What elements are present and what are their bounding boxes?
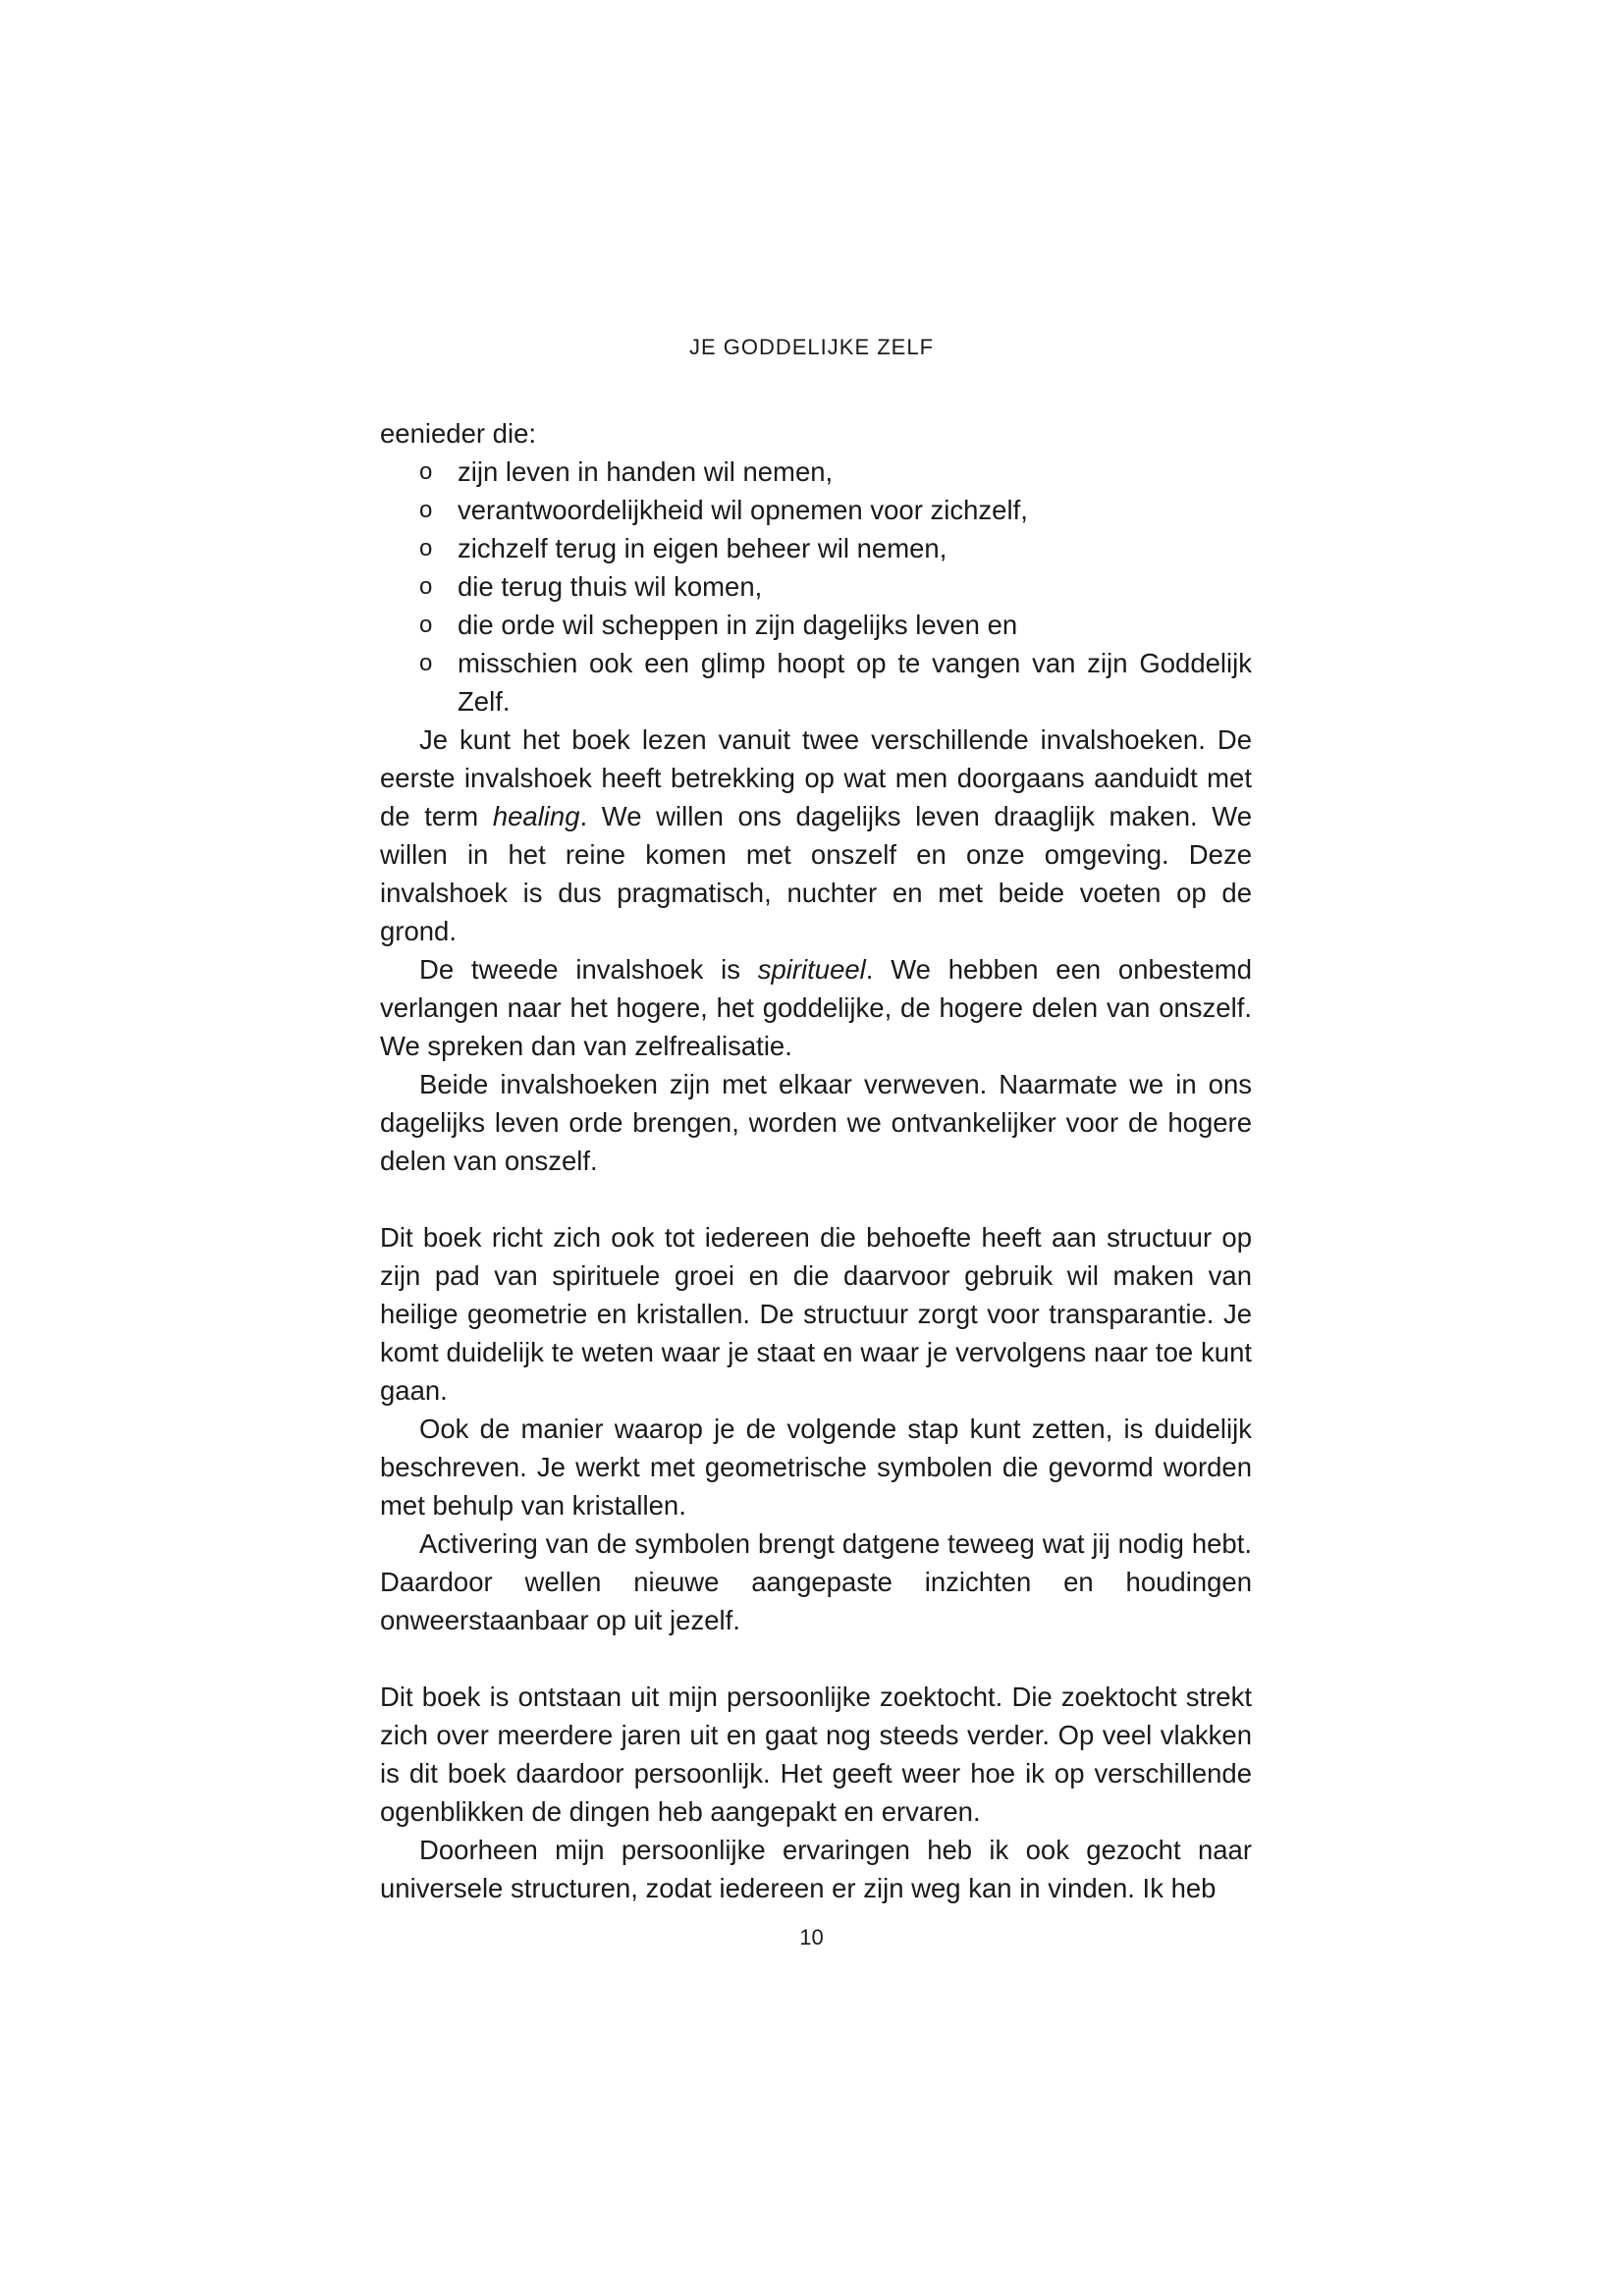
circle-bullet-icon: o	[419, 535, 433, 561]
paragraph-text: . We willen ons dagelijks leven draaglijk maken. We willen in het reine komen met onszelf en onze omgeving. Deze invalshoek is dus pragmatisch, nuchter en met beide voeten op de grond.	[380, 801, 1252, 946]
list-item-text: die terug thuis wil komen,	[458, 571, 763, 602]
paragraph-universal: Doorheen mijn persoonlijke ervaringen heb ik ook gezocht naar universele structuren, zodat iedereen er zijn weg kan in vinden. Ik heb	[380, 1835, 1252, 1903]
list-item	[380, 644, 1252, 721]
body-text	[380, 414, 1252, 1907]
running-header: JE GODDELIJKE ZELF	[688, 335, 935, 359]
circle-bullet-icon: o	[419, 650, 433, 676]
paragraph-next-step: Ook de manier waarop je de volgende stap kunt zetten, is duidelijk beschreven. Je werkt met geometrische symbolen die gevormd worden met behulp van kristallen.	[380, 1414, 1252, 1521]
circle-bullet-icon: o	[419, 497, 433, 523]
emphasis-healing: healing	[492, 801, 580, 831]
paragraph-origin: Dit boek is ontstaan uit mijn persoonlijke zoektocht. Die zoektocht strekt zich over meerdere jaren uit en gaat nog steeds verder. Op veel vlakken is dit boek daardoor persoonlijk. Het geeft weer hoe ik op verschillende ogenblikken de dingen heb aangepakt en ervaren.	[380, 1682, 1252, 1827]
paragraph-text: . We hebben een onbestemd verlangen naar het hogere, het goddelijke, de hogere delen van onszelf. We spreken dan van zelfrealisatie.	[380, 954, 1252, 1061]
list-item	[380, 491, 1252, 529]
page-number: 10	[799, 1925, 824, 1949]
paragraph-structure: Dit boek richt zich ook tot iedereen die behoefte heeft aan structuur op zijn pad van spirituele groei en die daarvoor gebruik wil maken van heilige geometrie en kristallen. De structuur zorgt voor transparantie. Je komt duidelijk te weten waar je staat en waar je vervolgens naar toe kunt gaan.	[380, 1222, 1252, 1406]
paragraph-text: De tweede invalshoek is	[419, 954, 758, 985]
list-item	[380, 529, 1252, 567]
paragraph-activation: Activering van de symbolen brengt datgene teweeg wat jij nodig hebt. Daardoor wellen nieuwe aangepaste inzichten en houdingen onweerstaanbaar op uit jezelf.	[380, 1528, 1252, 1635]
list-item-text: zijn leven in handen wil nemen,	[458, 456, 834, 487]
paragraph-healing	[380, 721, 1252, 950]
list-item-text: zichzelf terug in eigen beheer wil nemen,	[458, 533, 947, 563]
list-item-text: misschien ook een glimp hoopt op te vangen van zijn Goddelijk Zelf.	[458, 648, 1252, 717]
circle-bullet-icon: o	[419, 612, 433, 638]
emphasis-spiritueel: spiritueel	[757, 954, 866, 985]
list-item-text: verantwoordelijkheid wil opnemen voor zichzelf,	[458, 495, 1028, 525]
list-item-text: die orde wil scheppen in zijn dagelijks leven en	[458, 610, 1018, 640]
paragraph-text: Je kunt het boek lezen vanuit twee verschillende invalshoeken. De eerste invalshoek heeft betrekking op wat men doorgaans aanduidt met de term	[380, 724, 1252, 831]
circle-bullet-icon: o	[419, 573, 433, 600]
list-item	[380, 453, 1252, 491]
intro-line: eenieder die:	[380, 418, 537, 449]
paragraph-spiritual	[380, 950, 1252, 1065]
list-item	[380, 606, 1252, 644]
bullet-list	[380, 453, 1252, 721]
paragraph-interwoven: Beide invalshoeken zijn met elkaar verweven. Naarmate we in ons dagelijks leven orde brengen, worden we ontvankelijker voor de hogere delen van onszelf.	[380, 1069, 1252, 1176]
circle-bullet-icon: o	[419, 458, 433, 485]
list-item	[380, 567, 1252, 606]
